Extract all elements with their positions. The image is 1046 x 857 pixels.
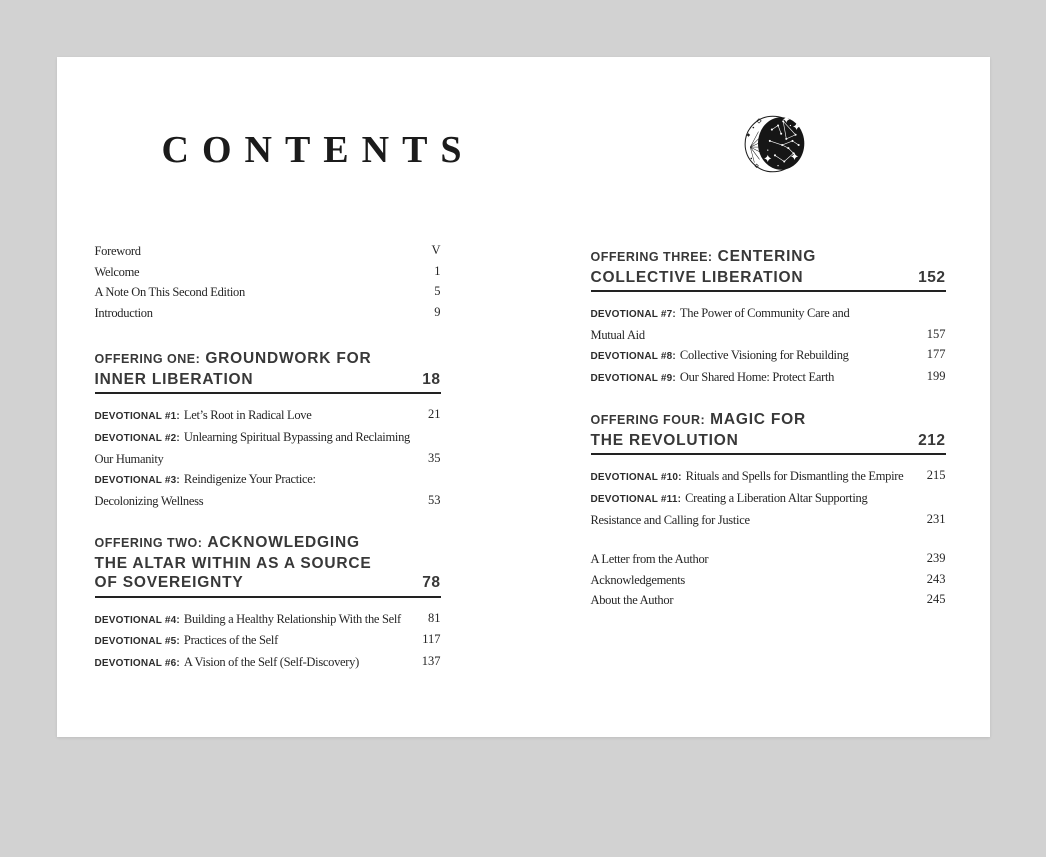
entry-title: Building a Healthy Relationship With the Self: [183, 611, 401, 626]
toc-entry: [95, 609, 441, 631]
front-matter-list: [95, 241, 441, 323]
devotional-label: DEVOTIONAL #7:: [590, 309, 676, 320]
entry-page-number: 199: [926, 368, 946, 383]
entry-title: A Note On This Second Edition: [94, 285, 245, 300]
section-header: [591, 410, 946, 455]
entry-text: [95, 449, 164, 470]
entry-page-number: 157: [926, 326, 946, 341]
toc-entry: [591, 367, 946, 389]
entry-page-number: 245: [926, 592, 946, 607]
offering-title: COLLECTIVE LIBERATION: [590, 268, 804, 286]
entry-title: Collective Visioning for Rebuilding: [679, 348, 849, 363]
offering-kicker-line: [95, 533, 441, 554]
entry-text: [591, 325, 645, 346]
entry-title: Our Humanity: [94, 451, 164, 466]
section-entries: [591, 466, 946, 530]
offering-page-number: 212: [918, 431, 946, 449]
offering-kicker: OFFERING FOUR:: [590, 413, 706, 428]
offering-title-line: [95, 370, 441, 390]
entry-text: [95, 241, 141, 262]
toc-entry: [95, 491, 441, 512]
entry-text: [95, 469, 316, 491]
toc-entry: [95, 449, 441, 470]
offering-page-number: 78: [422, 574, 441, 592]
entry-title: The Power of Community Care and: [679, 306, 850, 320]
entry-title: Let’s Root in Radical Love: [183, 408, 312, 423]
entry-title: Foreword: [94, 244, 141, 258]
moon-constellation-logo: [741, 109, 811, 179]
offering-title: ACKNOWLEDGING: [207, 534, 360, 552]
entry-title: Reindigenize Your Practice:: [183, 472, 316, 487]
entry-page-number: 35: [428, 450, 441, 465]
entry-text: [591, 590, 674, 611]
devotional-label: DEVOTIONAL #6:: [94, 658, 180, 670]
entry-text: [95, 262, 140, 283]
page-title: CONTENTS: [161, 129, 475, 171]
entry-title: A Letter from the Author: [590, 552, 709, 567]
entry-text: [591, 367, 835, 389]
entry-page-number: 177: [926, 347, 946, 362]
entry-page-number: 239: [926, 551, 946, 566]
offering-title: OF SOVEREIGNTY: [94, 574, 244, 592]
right-column: [591, 247, 946, 611]
toc-entry: [591, 510, 946, 531]
section-offering-four: [591, 410, 946, 530]
toc-entry: [591, 466, 946, 488]
entry-page-number: 137: [421, 654, 441, 669]
entry-text: [95, 630, 278, 652]
offering-kicker: OFFERING THREE:: [590, 250, 713, 264]
section-entries: [95, 405, 441, 511]
devotional-label: DEVOTIONAL #5:: [94, 636, 180, 648]
entry-title: Practices of the Self: [183, 633, 278, 648]
offering-kicker-line: [591, 247, 946, 268]
entry-text: [591, 510, 750, 531]
entry-text: [95, 303, 153, 324]
toc-entry: [591, 488, 946, 510]
toc-entry: [95, 241, 441, 262]
offering-title-line: [95, 573, 441, 593]
entry-title: Decolonizing Wellness: [94, 493, 204, 508]
entry-page-number: 243: [926, 571, 946, 586]
offering-page-number: 18: [422, 370, 441, 388]
crescent-moon-constellation-icon: [741, 109, 811, 179]
toc-entry: [95, 630, 441, 652]
entry-title: Resistance and Calling for Justice: [590, 512, 750, 527]
entry-text: [591, 488, 868, 510]
back-matter-list: [591, 549, 946, 611]
devotional-label: DEVOTIONAL #2:: [94, 432, 180, 444]
entry-page-number: 53: [428, 492, 441, 507]
entry-page-number: 21: [428, 407, 441, 422]
book-contents-page: [57, 57, 990, 737]
offering-title: INNER LIBERATION: [94, 370, 254, 388]
toc-entry: [95, 303, 441, 324]
section-rule: [95, 392, 441, 394]
toc-entry: [95, 469, 441, 491]
entry-title: Acknowledgements: [590, 572, 685, 587]
entry-page-number: 231: [926, 511, 946, 526]
toc-entry: [591, 345, 946, 367]
offering-kicker-line: [95, 349, 441, 370]
entry-page-number: 5: [434, 284, 441, 299]
entry-page-number: 117: [422, 632, 441, 647]
entry-title: Welcome: [94, 264, 140, 279]
offering-title: THE ALTAR WITHIN AS A SOURCE: [94, 554, 372, 572]
entry-title: A Vision of the Self (Self-Discovery): [183, 655, 359, 670]
devotional-label: DEVOTIONAL #3:: [94, 475, 180, 487]
entry-title: Mutual Aid: [590, 327, 645, 342]
entry-title: About the Author: [590, 593, 674, 608]
devotional-label: DEVOTIONAL #9:: [590, 372, 676, 384]
entry-text: [95, 491, 204, 512]
toc-entry: [591, 303, 946, 325]
section-rule: [591, 290, 946, 292]
entry-page-number: 81: [428, 610, 441, 625]
entry-page-number: 215: [926, 468, 946, 483]
offering-title: GROUNDWORK FOR: [205, 350, 372, 368]
entry-title: Our Shared Home: Protect Earth: [679, 369, 835, 384]
section-offering-three: [591, 247, 946, 388]
entry-text: [95, 609, 401, 631]
toc-entry: [591, 549, 946, 570]
section-offering-two: [95, 533, 441, 673]
toc-entry: [95, 262, 441, 283]
offering-kicker: OFFERING ONE:: [94, 352, 201, 367]
offering-page-number: 152: [918, 268, 946, 286]
offering-title: CENTERING: [717, 248, 817, 265]
left-column: [95, 241, 441, 674]
offering-title: THE REVOLUTION: [590, 431, 739, 449]
toc-entry: [591, 325, 946, 346]
entry-title: Rituals and Spells for Dismantling the Empire: [685, 469, 904, 484]
devotional-label: DEVOTIONAL #8:: [590, 351, 676, 363]
offering-kicker-line: [591, 410, 946, 431]
section-offering-one: [95, 349, 441, 511]
offering-title-line: [95, 554, 441, 574]
toc-entry: [95, 282, 441, 303]
toc-entry: [591, 570, 946, 591]
entry-page-number: 1: [434, 263, 441, 278]
entry-title: Creating a Liberation Altar Supporting: [685, 490, 868, 505]
offering-title-line: [591, 268, 946, 288]
toc-entry: [95, 427, 441, 449]
entry-title: Unlearning Spiritual Bypassing and Reclaiming: [183, 429, 410, 444]
section-header: [95, 533, 441, 598]
entry-text: [591, 570, 685, 591]
entry-page-number: V: [431, 243, 441, 257]
entry-title: Introduction: [94, 305, 153, 320]
entry-text: [591, 466, 904, 488]
section-header: [591, 247, 946, 292]
devotional-label: DEVOTIONAL #10:: [590, 472, 682, 484]
entry-text: [591, 303, 850, 325]
entry-text: [591, 549, 709, 570]
devotional-label: DEVOTIONAL #4:: [94, 614, 180, 626]
section-rule: [591, 453, 946, 455]
offering-kicker: OFFERING TWO:: [94, 536, 203, 551]
devotional-label: DEVOTIONAL #11:: [590, 493, 682, 505]
toc-entry: [591, 590, 946, 611]
devotional-label: DEVOTIONAL #1:: [94, 411, 180, 423]
entry-text: [95, 427, 410, 449]
offering-title-line: [591, 431, 946, 451]
section-rule: [95, 596, 441, 598]
entry-text: [95, 652, 359, 674]
entry-page-number: 9: [434, 304, 441, 319]
toc-entry: [95, 652, 441, 674]
toc-entry: [95, 405, 441, 427]
section-header: [95, 349, 441, 394]
entry-text: [591, 345, 849, 367]
section-entries: [591, 303, 946, 388]
entry-text: [95, 405, 312, 427]
entry-text: [95, 282, 245, 303]
section-entries: [95, 609, 441, 674]
offering-title: MAGIC FOR: [710, 411, 807, 429]
